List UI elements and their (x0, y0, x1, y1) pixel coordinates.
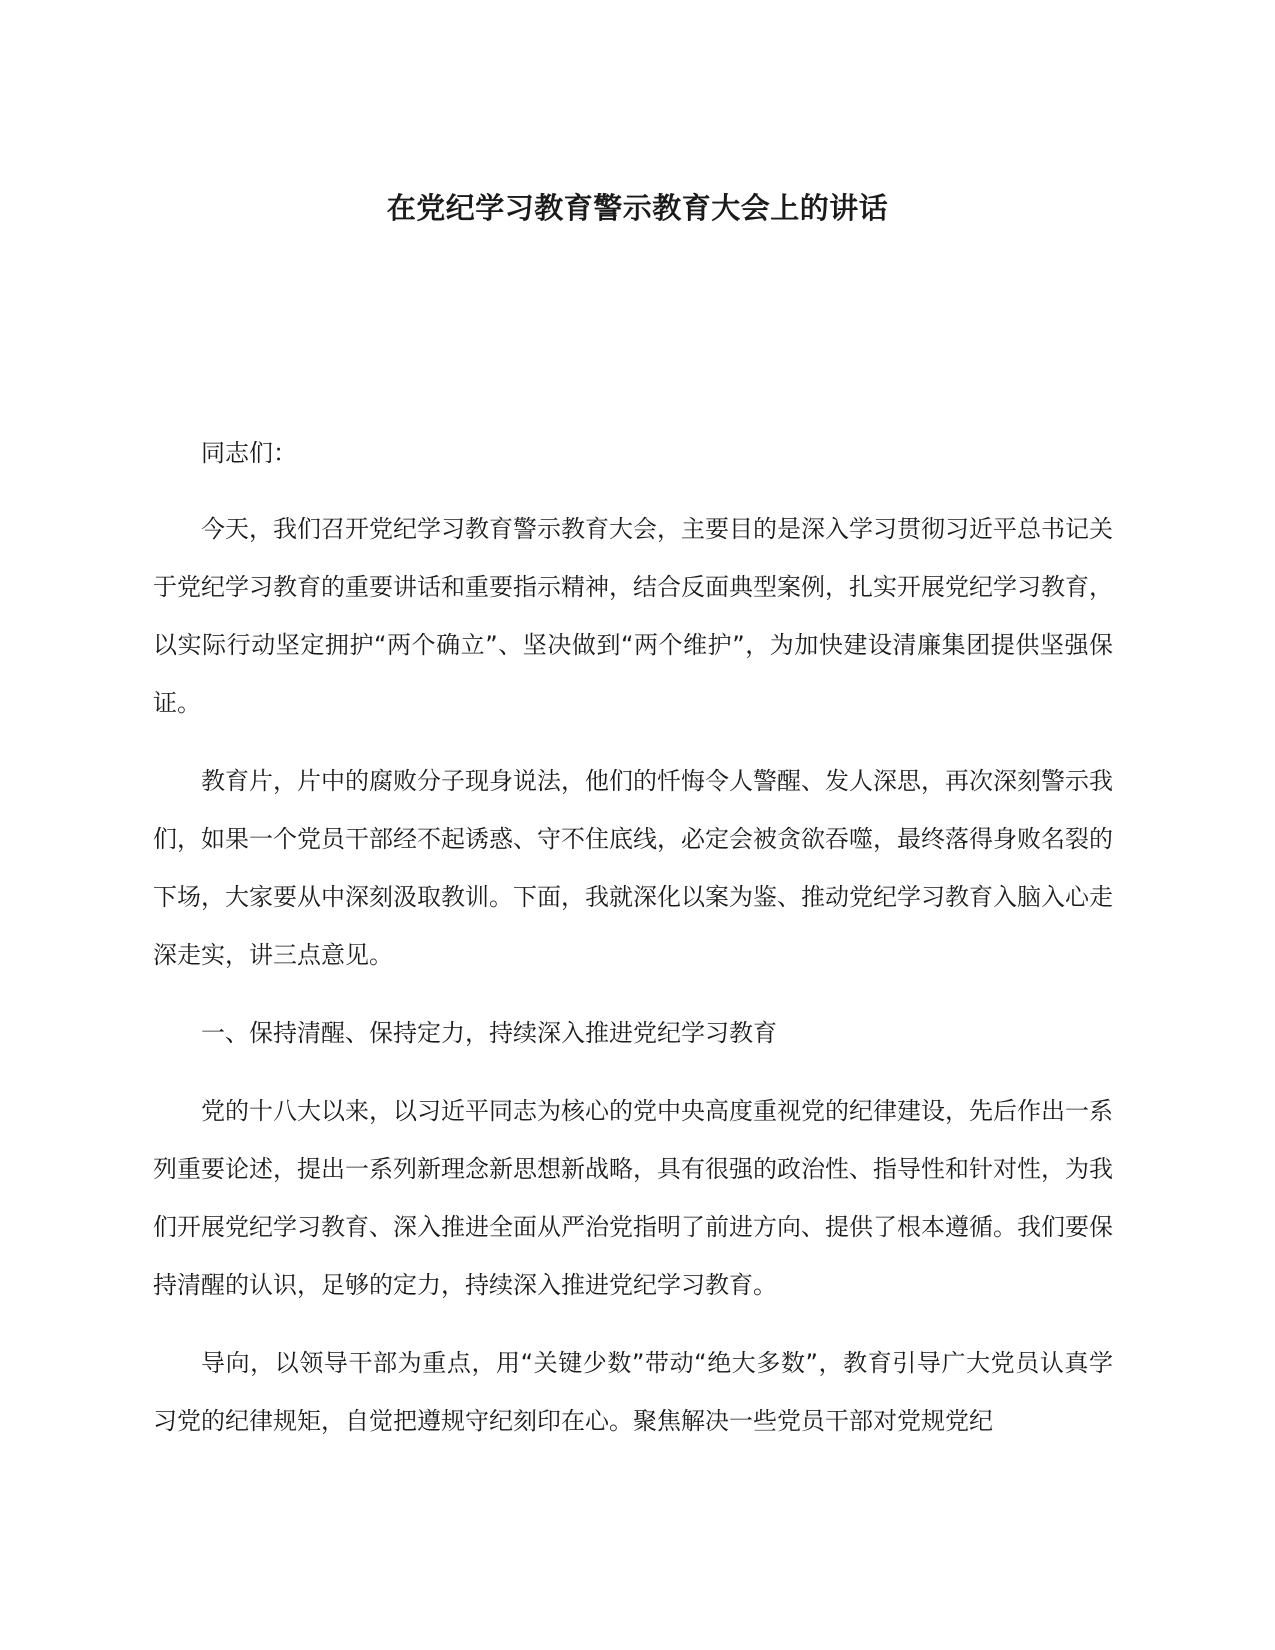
section-heading-1: 一、保持清醒、保持定力，持续深入推进党纪学习教育 (201, 1019, 777, 1047)
document-title: 在党纪学习教育警示教育大会上的讲话 (386, 191, 889, 225)
body-paragraph-1: 今天，我们召开党纪学习教育警示教育大会，主要目的是深入学习贯彻习近平总书记关于党纪学习教育的重要讲话和重要指示精神，结合反面典型案例，扎实开展党纪学习教育，以实际行动坚定拥护“两个确立”、坚决做到“两个维护”，为加快建设清廉集团提供坚强保证。 (153, 515, 1113, 717)
greeting-paragraph: 同志们： (201, 439, 297, 467)
body-paragraph-3: 党的十八大以来，以习近平同志为核心的党中央高度重视党的纪律建设，先后作出一系列重要论述，提出一系列新理念新思想新战略，具有很强的政治性、指导性和针对性，为我们开展党纪学习教育、深入推进全面从严治党指明了前进方向、提供了根本遵循。我们要保持清醒的认识，足够的定力，持续深入推进党纪学习教育。 (153, 1097, 1113, 1299)
document-body (153, 424, 1113, 1470)
body-paragraph-2: 教育片，片中的腐败分子现身说法，他们的忏悔令人警醒、发人深思，再次深刻警示我们，如果一个党员干部经不起诱惑、守不住底线，必定会被贪欲吞噬，最终落得身败名裂的下场，大家要从中深刻汲取教训。下面，我就深化以案为鉴、推动党纪学习教育入脑入心走深走实，讲三点意见。 (153, 767, 1113, 969)
body-paragraph-4: 导向，以领导干部为重点，用“关键少数”带动“绝大多数”，教育引导广大党员认真学习党的纪律规矩，自觉把遵规守纪刻印在心。聚焦解决一些党员干部对党规党纪 (153, 1349, 1113, 1435)
